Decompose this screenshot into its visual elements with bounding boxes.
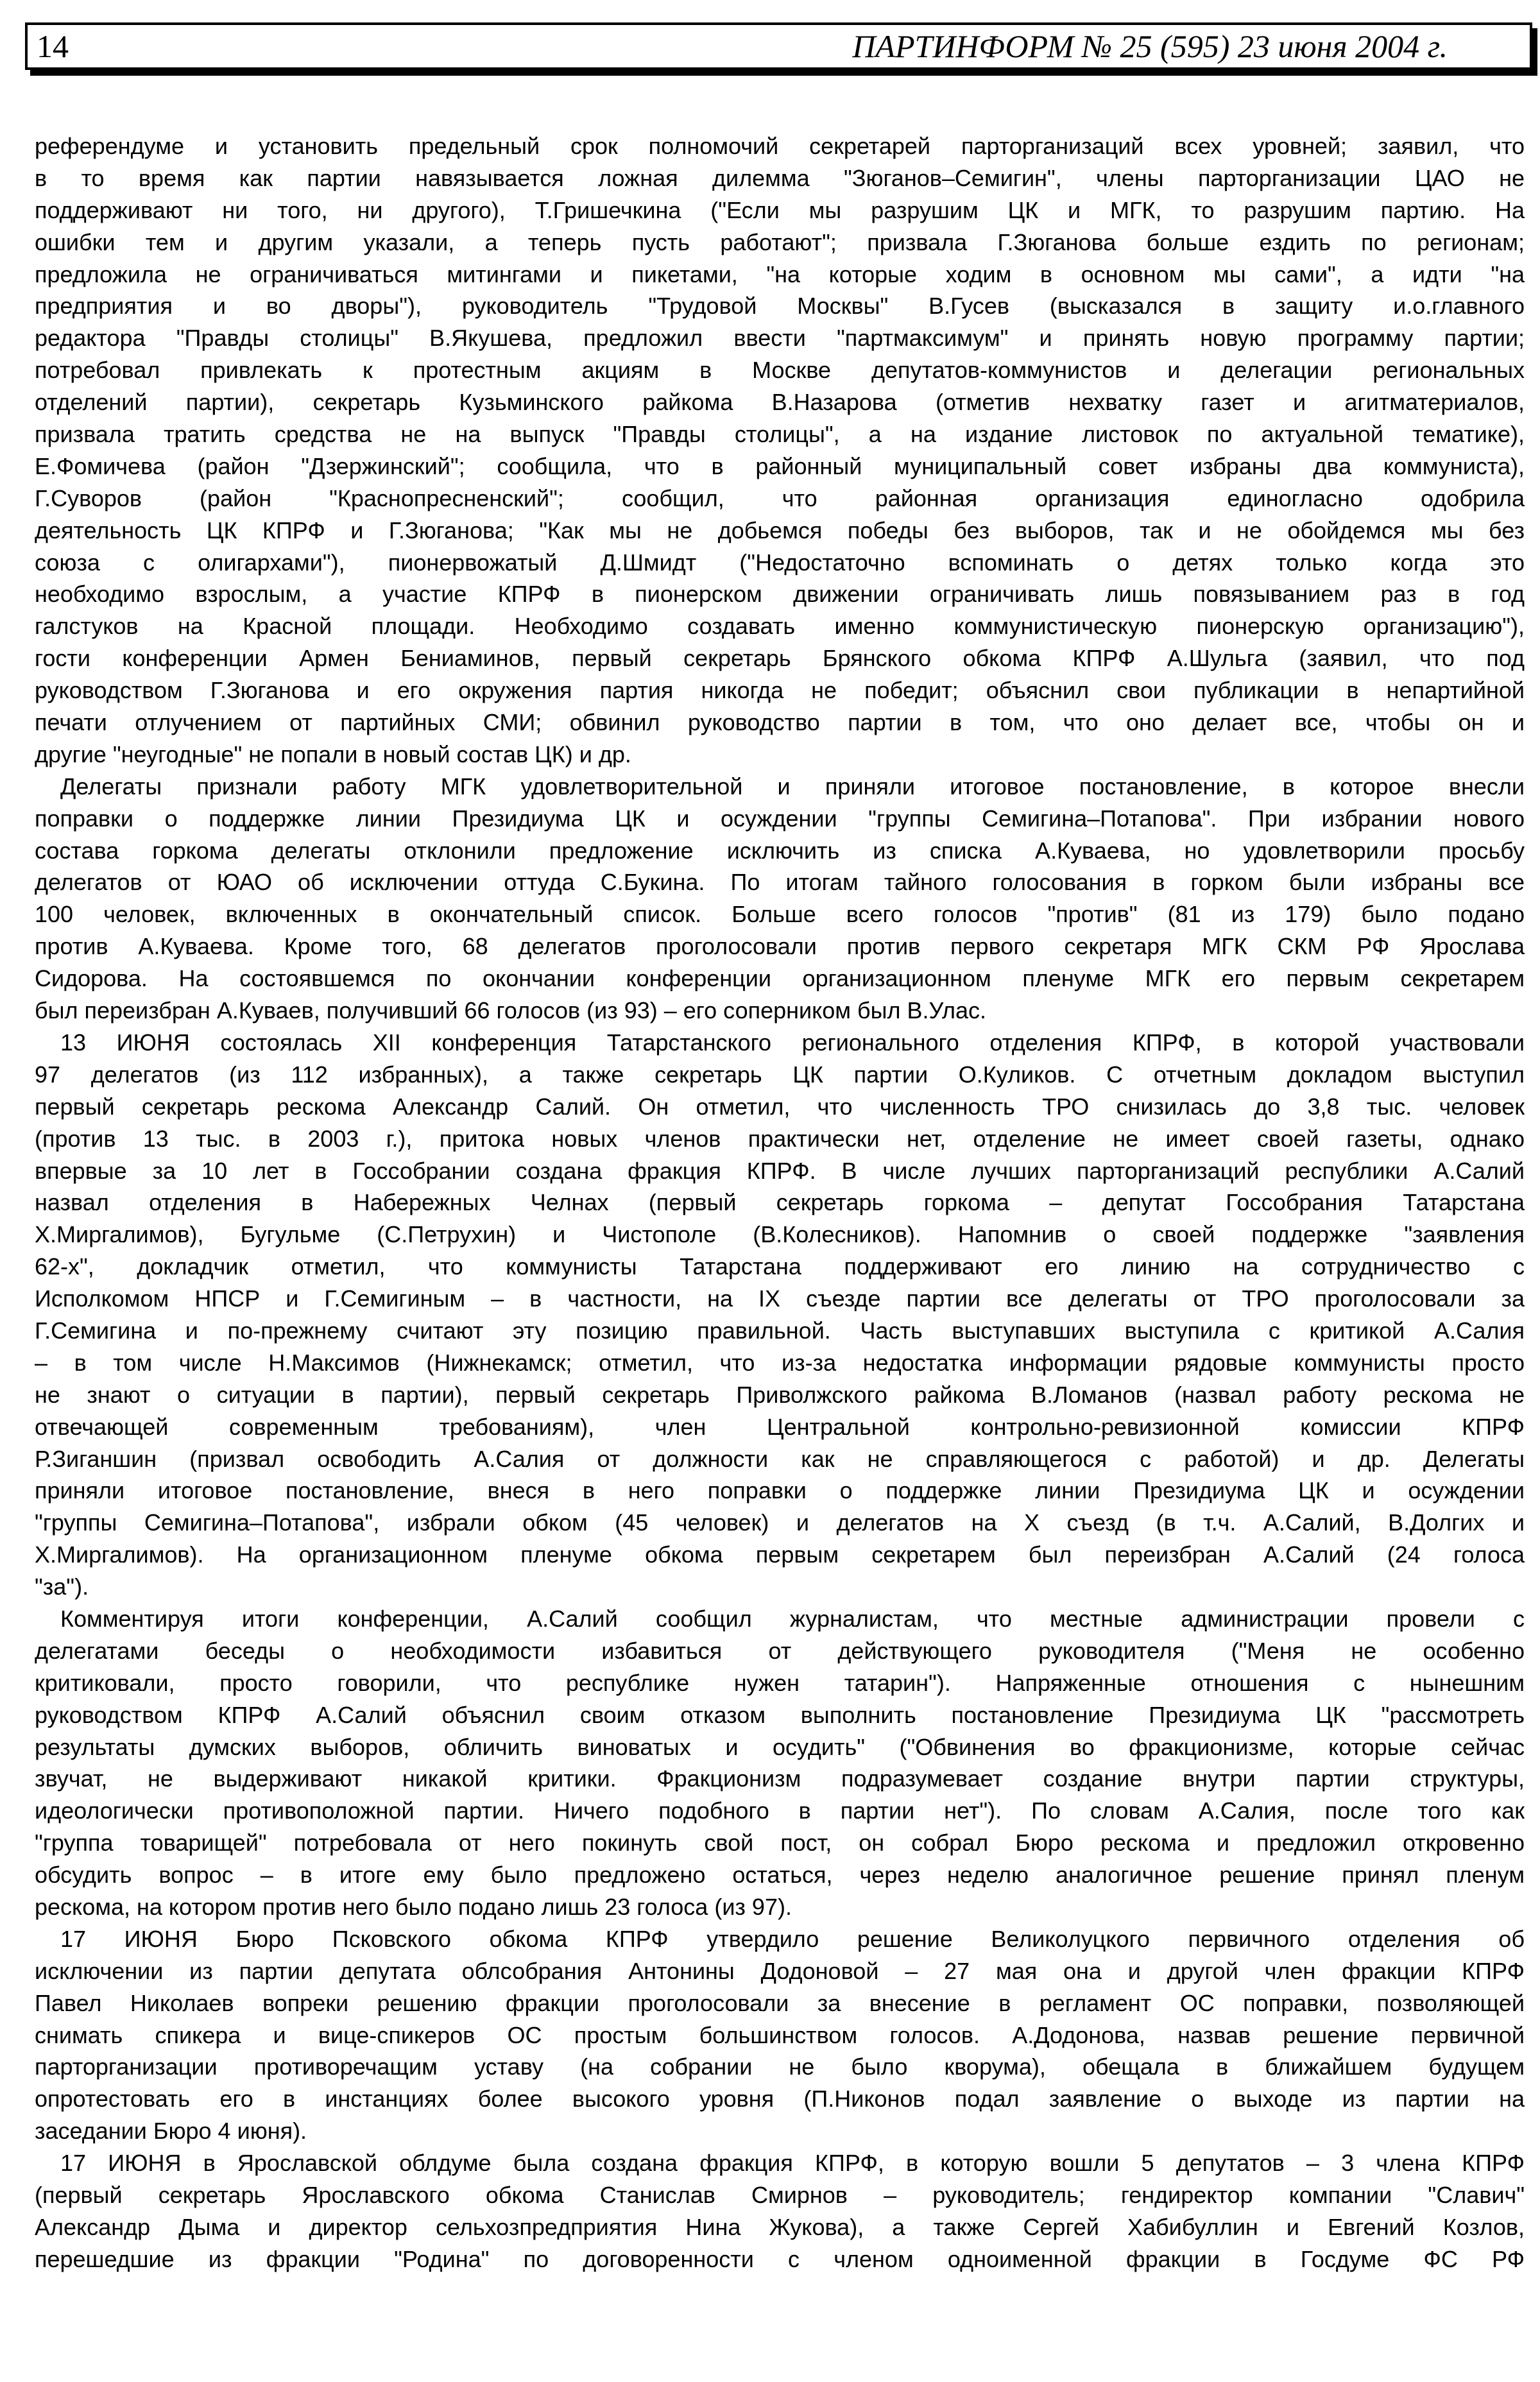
text-line: Сидорова. На состоявшемся по окончании конференции организационном пленуме МГК его первым секретарем	[35, 965, 1525, 992]
article-paragraph	[35, 2147, 1525, 2275]
text-line: другие "неугодные" не попали в новый состав ЦК) и др.	[35, 741, 631, 767]
text-line: обсудить вопрос – в итоге ему было предложено остаться, через неделю аналогичное решение принял пленум	[35, 1862, 1525, 1889]
text-line: Х.Миргалимов), Бугульме (С.Петрухин) и Чистополе (В.Колесников). Напомнив о своей поддержке "заявления	[35, 1221, 1525, 1248]
text-line: Делегаты признали работу МГК удовлетворительной и приняли итоговое постановление, в которое внесли	[60, 773, 1525, 800]
text-line: "группы Семигина–Потапова", избрали обком (45 человек) и делегатов на X съезд (в т.ч. А.Салий, В.Долгих и	[35, 1509, 1525, 1536]
text-line: впервые за 10 лет в Госсобрании создана фракция КПРФ. В числе лучших парторганизаций республики А.Салий	[35, 1157, 1525, 1184]
text-line: предложила не ограничиваться митингами и пикетами, "на которые ходим в основном мы сами", а идти "на	[35, 261, 1525, 287]
text-line: результаты думских выборов, обличить виноватых и осудить" ("Обвинения во фракционизме, которые сейчас	[35, 1733, 1525, 1760]
article-paragraph	[35, 1027, 1525, 1603]
text-line: гости конференции Армен Бениаминов, первый секретарь Брянского обкома КПРФ А.Шульга (заявил, что под	[35, 645, 1525, 672]
text-line: перешедшие из фракции "Родина" по договоренности с членом одноименной фракции в Госдуме ФС РФ	[35, 2245, 1525, 2272]
text-line: 97 делегатов (из 112 избранных), а также секретарь ЦК партии О.Куликов. С отчетным докладом выступил	[35, 1061, 1525, 1088]
text-line: печати отлучением от партийных СМИ; обвинил руководство партии в том, что оно делает все, чтобы он и	[35, 709, 1525, 736]
text-line: заседании Бюро 4 июня).	[35, 2118, 307, 2145]
text-line: 17 ИЮНЯ Бюро Псковского обкома КПРФ утвердило решение Великолуцкого первичного отделения об	[60, 1925, 1525, 1952]
text-line: против А.Куваева. Кроме того, 68 делегатов проголосовали против первого секретаря МГК СКМ РФ Ярослава	[35, 933, 1525, 960]
text-line: назвал отделения в Набережных Челнах (первый секретарь горкома – депутат Госсобрания Татарстана	[35, 1189, 1525, 1216]
page-number: 14	[37, 28, 69, 64]
text-line: призвала тратить средства не на выпуск "Правды столицы", а на издание листовок по актуальной тематике),	[35, 421, 1525, 448]
article-paragraph	[35, 771, 1525, 1027]
text-line: поддерживают ни того, ни другого), Т.Гришечкина ("Если мы разрушим ЦК и МГК, то разрушим партию. На	[35, 196, 1525, 223]
text-line: рескома, на котором против него было подано лишь 23 голоса (из 97).	[35, 1893, 792, 1920]
text-line: – в том числе Н.Максимов (Нижнекамск; отметил, что из-за недостатка информации рядовые коммунисты просто	[35, 1349, 1525, 1376]
text-line: предприятия и во дворы"), руководитель "Трудовой Москвы" В.Гусев (высказался в защиту и.о.главного	[35, 293, 1525, 320]
article-paragraph	[35, 1603, 1525, 1923]
text-line: Х.Миргалимов). На организационном пленуме обкома первым секретарем был переизбран А.Салий (24 голоса	[35, 1541, 1525, 1568]
text-line: делегатами беседы о необходимости избавиться от действующего руководителя ("Меня не особенно	[35, 1637, 1525, 1664]
text-line: Г.Суворов (район "Краснопресненский"; сообщил, что районная организация единогласно одобрила	[35, 484, 1525, 511]
text-line: ошибки тем и другим указали, а теперь пусть работают"; призвала Г.Зюганова больше ездить по регионам;	[35, 228, 1525, 255]
text-line: Комментируя итоги конференции, А.Салий сообщил журналистам, что местные администрации провели с	[60, 1605, 1525, 1632]
text-line: отвечающей современным требованиям), член Центральной контрольно-ревизионной комиссии КПРФ	[35, 1413, 1525, 1440]
text-line: отделений партии), секретарь Кузьминского райкома В.Назарова (отметив нехватку газет и агитматериалов,	[35, 389, 1525, 416]
text-line: был переизбран А.Куваев, получивший 66 голосов (из 93) – его соперником был В.Улас.	[35, 997, 987, 1024]
text-line: (против 13 тыс. в 2003 г.), притока новых членов практически нет, отделение не имеет своей газеты, однако	[35, 1125, 1525, 1152]
text-line: Александр Дыма и директор сельхозпредприятия Нина Жукова), а также Сергей Хабибуллин и Евгений Козлов,	[35, 2213, 1525, 2240]
text-line: Павел Николаев вопреки решению фракции проголосовали за внесение в регламент ОС поправки, позволяющей	[35, 1989, 1525, 2016]
text-line: референдуме и установить предельный срок полномочий секретарей парторганизаций всех уровней; заявил, что	[35, 133, 1525, 159]
text-line: 17 ИЮНЯ в Ярославской облдуме была создана фракция КПРФ, в которую вошли 5 депутатов – 3 члена КПРФ	[60, 2150, 1525, 2177]
text-line: делегатов от ЮАО об исключении оттуда С.Букина. По итогам тайного голосования в горком были избраны все	[35, 869, 1525, 896]
text-line: опротестовать его в инстанциях более высокого уровня (П.Никонов подал заявление о выходе из партии на	[35, 2086, 1525, 2112]
text-line: снимать спикера и вице-спикеров ОС простым большинством голосов. А.Додонова, назвав решение первичной	[35, 2021, 1525, 2048]
text-line: состава горкома делегаты отклонили предложение исключить из списка А.Куваева, но удовлетворили просьбу	[35, 837, 1525, 864]
text-line: Р.Зиганшин (призвал освободить А.Салия от должности как не справляющегося с работой) и др. Делегаты	[35, 1445, 1525, 1472]
text-line: "за").	[35, 1573, 89, 1600]
text-line: 100 человек, включенных в окончательный список. Больше всего голосов "против" (81 из 179) было подано	[35, 901, 1525, 928]
text-line: звучат, не выдерживают никакой критики. Фракционизм подразумевает создание внутри партии структуры,	[35, 1765, 1525, 1792]
text-line: парторганизации противоречащим уставу (на собрании не было кворума), обещала в ближайшем будущем	[35, 2053, 1525, 2080]
text-line: приняли итоговое постановление, внеся в него поправки о поддержке линии Президиума ЦК и осуждении	[35, 1477, 1525, 1504]
text-line: союза с олигархами"), пионервожатый Д.Шмидт ("Недостаточно вспоминать о детях только когда это	[35, 549, 1525, 576]
text-line: руководством КПРФ А.Салий объяснил своим отказом выполнить постановление Президиума ЦК "рассмотреть	[35, 1701, 1525, 1728]
text-line: критиковали, просто говорили, что республике нужен татарин"). Напряженные отношения с нынешним	[35, 1669, 1525, 1696]
article-paragraph	[35, 1923, 1525, 2147]
article-body	[35, 130, 1525, 2275]
text-line: галстуков на Красной площади. Необходимо создавать именно коммунистическую пионерскую организацию"),	[35, 613, 1525, 640]
text-line: редактора "Правды столицы" В.Якушева, предложил ввести "партмаксимум" и принять новую программу партии;	[35, 325, 1525, 352]
text-line: не знают о ситуации в партии), первый секретарь Приволжского райкома В.Ломанов (назвал работу рескома не	[35, 1381, 1525, 1408]
article-paragraph	[35, 130, 1525, 771]
text-line: (первый секретарь Ярославского обкома Станислав Смирнов – руководитель; гендиректор компании "Славич"	[35, 2182, 1525, 2208]
text-line: Е.Фомичева (район "Дзержинский"; сообщила, что в районный муниципальный совет избраны два коммуниста),	[35, 452, 1525, 479]
text-line: первый секретарь рескома Александр Салий. Он отметил, что численность ТРО снизилась до 3,8 тыс. человек	[35, 1093, 1525, 1120]
text-line: 62-х", докладчик отметил, что коммунисты Татарстана поддерживают его линию на сотрудничество с	[35, 1253, 1525, 1280]
text-line: руководством Г.Зюганова и его окружения партия никогда не победит; объяснил свои публикации в непартийной	[35, 677, 1525, 704]
text-line: поправки о поддержке линии Президиума ЦК и осуждении "группы Семигина–Потапова". При избрании нового	[35, 805, 1525, 832]
page-header	[25, 22, 1532, 70]
issue-title: ПАРТИНФОРМ № 25 (595) 23 июня 2004 г.	[852, 28, 1448, 64]
text-line: Г.Семигина и по-прежнему считают эту позицию правильной. Часть выступавших выступила с критикой А.Салия	[35, 1317, 1525, 1344]
text-line: в то время как партии навязывается ложная дилемма "Зюганов–Семигин", члены парторганизации ЦАО не	[35, 164, 1525, 191]
text-line: Исполкомом НПСР и Г.Семигиным – в частности, на IX съезде партии все делегаты от ТРО проголосовали за	[35, 1285, 1525, 1312]
text-line: идеологически противоположной партии. Ничего подобного в партии нет"). По словам А.Салия, после того как	[35, 1797, 1525, 1824]
text-line: 13 ИЮНЯ состоялась XII конференция Татарстанского регионального отделения КПРФ, в которой участвовали	[60, 1029, 1525, 1056]
text-line: потребовал привлекать к протестным акциям в Москве депутатов-коммунистов и делегации региональных	[35, 357, 1525, 384]
text-line: необходимо взрослым, а участие КПРФ в пионерском движении ограничивать лишь повязыванием раз в год	[35, 581, 1525, 608]
text-line: "группа товарищей" потребовала от него покинуть свой пост, он собрал Бюро рескома и предложил откровенно	[35, 1829, 1525, 1856]
text-line: исключении из партии депутата облсобрания Антонины Додоновой – 27 мая она и другой член фракции КПРФ	[35, 1957, 1525, 1984]
text-line: деятельность ЦК КПРФ и Г.Зюганова; "Как мы не добьемся победы без выборов, так и не обойдемся мы без	[35, 517, 1525, 544]
